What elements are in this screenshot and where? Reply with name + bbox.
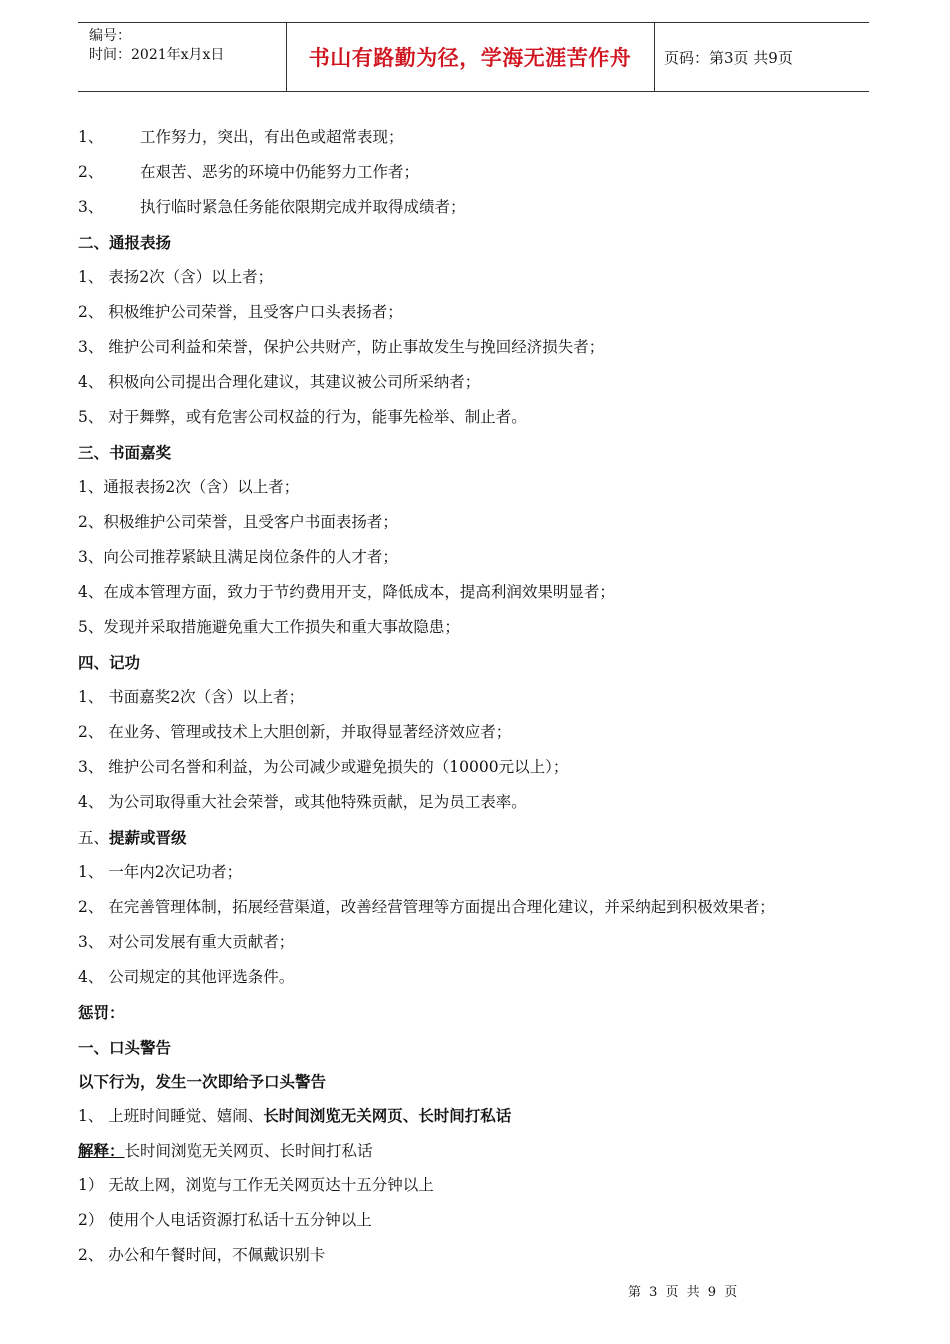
list-item: 4、 积极向公司提出合理化建议，其建议被公司所采纳者； <box>78 373 481 391</box>
header-motto: 书山有路勤为径，学海无涯苦作舟 <box>308 45 632 70</box>
list-item: 3、 执行临时紧急任务能依限期完成并取得成绩者； <box>78 198 466 216</box>
list-item: 2） 使用个人电话资源打私话十五分钟以上 <box>78 1211 372 1229</box>
list-item: 1、 书面嘉奖2次（含）以上者； <box>78 688 305 706</box>
list-item: 4、在成本管理方面，致力于节约费用开支，降低成本，提高利润效果明显者； <box>78 583 615 601</box>
list-item: 3、 维护公司利益和荣誉，保护公共财产，防止事故发生与挽回经济损失者； <box>78 338 605 356</box>
section-heading: 以下行为，发生一次即给予口头警告 <box>78 1072 327 1091</box>
header-divider <box>654 23 655 91</box>
list-item: 4、 为公司取得重大社会荣誉，或其他特殊贡献，足为员工表率。 <box>78 793 527 811</box>
list-item: 4、 公司规定的其他评选条件。 <box>78 968 295 986</box>
list-item: 1、通报表扬2次（含）以上者； <box>78 478 300 496</box>
section-heading: 三、书面嘉奖 <box>78 443 172 462</box>
page-header <box>78 22 869 92</box>
list-item: 2、积极维护公司荣誉，且受客户书面表扬者； <box>78 513 398 531</box>
section-heading: 二、通报表扬 <box>78 233 172 252</box>
list-item: 5、 对于舞弊，或有危害公司权益的行为，能事先检举、制止者。 <box>78 408 527 426</box>
section-heading: 四、记功 <box>78 653 141 672</box>
section-heading: 一、口头警告 <box>78 1038 172 1057</box>
list-item: 2、 办公和午餐时间，不佩戴识别卡 <box>78 1246 326 1264</box>
list-item: 3、 维护公司名誉和利益，为公司减少或避免损失的（10000元以上）； <box>78 758 569 776</box>
section-heading: 惩罚： <box>78 1003 125 1022</box>
section-heading: 五、提薪或晋级 <box>78 828 187 847</box>
list-item: 1、 上班时间睡觉、嬉闹、长时间浏览无关网页、长时间打私话 <box>78 1106 512 1125</box>
list-item: 3、 对公司发展有重大贡献者； <box>78 933 295 951</box>
list-item: 3、向公司推荐紧缺且满足岗位条件的人才者； <box>78 548 398 566</box>
list-item: 1、 一年内2次记功者； <box>78 863 243 881</box>
header-page-number: 页码：第3页 共9页 <box>664 48 793 67</box>
page-footer: 第 3 页 共 9 页 <box>628 1285 740 1300</box>
list-item: 5、发现并采取措施避免重大工作损失和重大事故隐患； <box>78 618 460 636</box>
list-item: 2、 在业务、管理或技术上大胆创新，并取得显著经济效应者； <box>78 723 512 741</box>
list-item: 2、 积极维护公司荣誉，且受客户口头表扬者； <box>78 303 403 321</box>
explanation: 解释：长时间浏览无关网页、长时间打私话 <box>78 1141 373 1160</box>
document-date: 时间：2021年x月x日 <box>89 47 225 63</box>
header-meta <box>89 27 224 65</box>
list-item: 2、 在艰苦、恶劣的环境中仍能努力工作者； <box>78 163 420 181</box>
list-item: 1、 工作努力，突出，有出色或超常表现； <box>78 128 404 146</box>
serial-number: 编号： <box>89 28 131 44</box>
list-item: 1、 表扬2次（含）以上者； <box>78 268 274 286</box>
list-item: 1） 无故上网，浏览与工作无关网页达十五分钟以上 <box>78 1176 434 1194</box>
list-item: 2、 在完善管理体制，拓展经营渠道，改善经营管理等方面提出合理化建议，并采纳起到积极效果者； <box>78 898 775 916</box>
